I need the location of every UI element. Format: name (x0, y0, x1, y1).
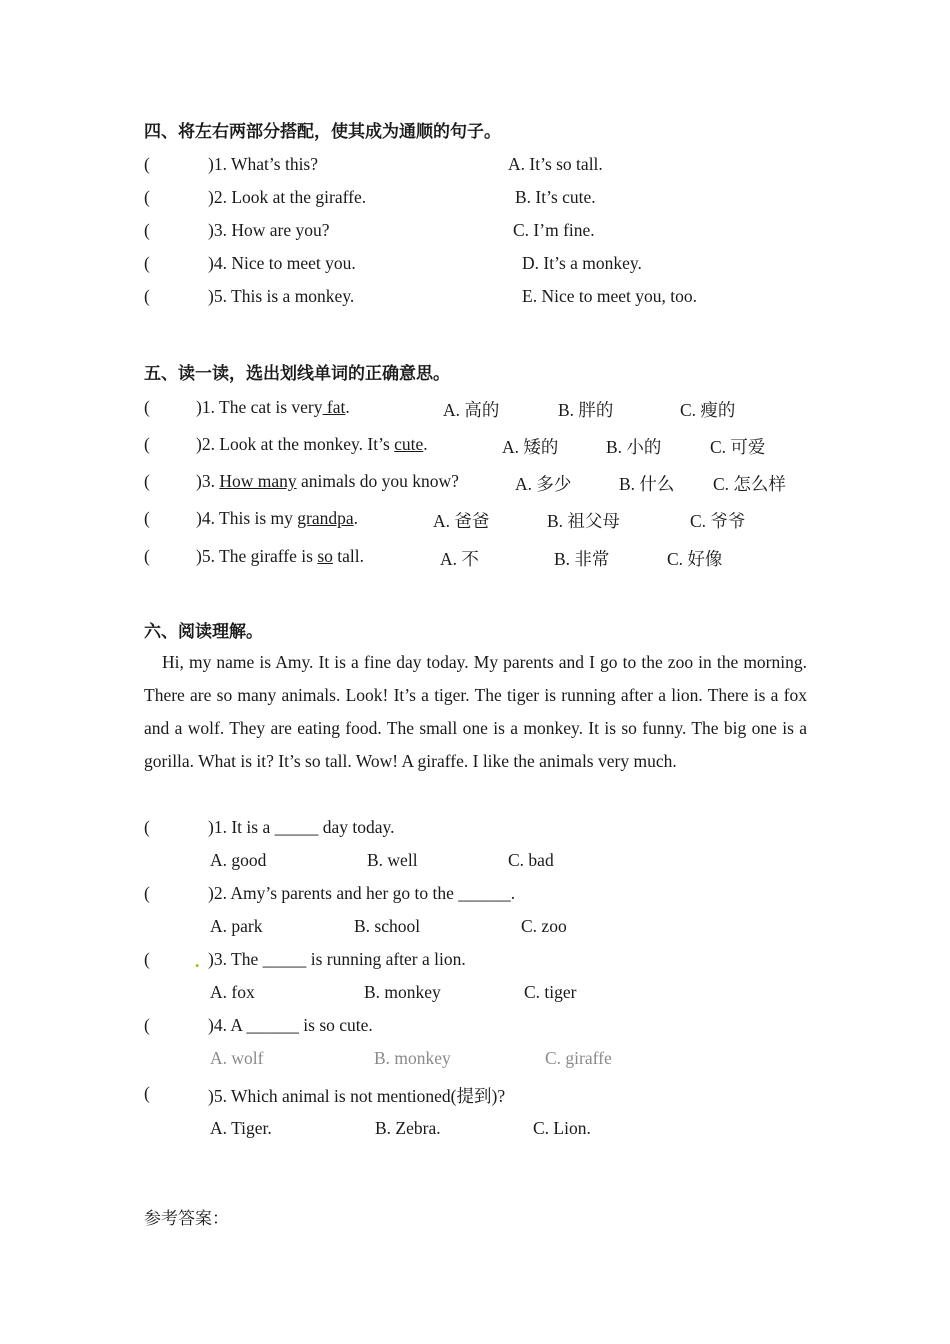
section4-title (144, 117, 501, 142)
vocab-pre: )2. Look at the monkey. It’s (196, 434, 395, 454)
match-answer: B. It’s cute. (515, 187, 596, 207)
reading-question: )4. A ______ is so cute. (208, 1015, 373, 1035)
paren-open: ( (144, 508, 150, 528)
paren-open: ( (144, 187, 150, 207)
match-answer: A. It’s so tall. (508, 154, 603, 174)
vocab-question (196, 546, 364, 567)
paren-open: ( (144, 883, 150, 903)
underlined-word: fat (322, 397, 346, 417)
match-answer: C. I’m fine. (513, 220, 595, 240)
paren-open: ( (144, 471, 150, 491)
option-b: B. 胖的 (558, 400, 614, 420)
option-c: C. tiger (524, 982, 577, 1002)
vocab-pre: )3. (196, 471, 220, 491)
option-b: B. 什么 (619, 474, 675, 494)
section4-title-end: 。 (484, 122, 501, 142)
option-c: C. bad (508, 850, 554, 870)
paren-open: ( (144, 546, 150, 566)
vocab-post: . (353, 508, 359, 528)
vocab-question (196, 397, 350, 418)
option-a: A. 高的 (443, 400, 500, 420)
option-c: C. zoo (521, 916, 567, 936)
option-a: A. 矮的 (502, 437, 559, 457)
reading-question: )3. The _____ is running after a lion. (208, 949, 466, 969)
paren-open: ( (144, 949, 150, 969)
option-b: B. 祖父母 (547, 511, 620, 531)
vocab-pre: )4. This is my (196, 508, 298, 528)
paren-open: ( (144, 1015, 150, 1035)
option-b: B. well (367, 850, 418, 870)
paren-open: ( (144, 154, 150, 174)
match-question: )3. How are you? (208, 220, 330, 240)
section6-title: 六、阅读理解。 (144, 622, 263, 642)
match-question: )1. What’s this? (208, 154, 319, 174)
option-b: B. monkey (364, 982, 441, 1002)
option-a: A. 多少 (515, 474, 572, 494)
option-a: A. wolf (210, 1048, 264, 1068)
vocab-post: animals do you know? (296, 471, 459, 491)
option-b: B. 非常 (554, 549, 610, 569)
green-dot: . (195, 951, 200, 971)
option-a: A. fox (210, 982, 255, 1002)
paren-open: ( (144, 817, 150, 837)
match-question: )2. Look at the giraffe. (208, 187, 367, 207)
match-answer: E. Nice to meet you, too. (522, 286, 697, 306)
paren-open: ( (144, 1083, 150, 1103)
reading-question: )1. It is a _____ day today. (208, 817, 395, 837)
reading-passage: Hi, my name is Amy. It is a fine day today. My parents and I go to the zoo in the morning. There are so many animals. Look! It’s a tiger. The tiger is running after a lion. There is a fox and a wolf. They are eating food. The small one is a monkey. It is so funny. The big one is a gorilla. What is it? It’s so tall. Wow! A giraffe. I like the animals very much. (144, 652, 807, 771)
paren-open: ( (144, 434, 150, 454)
paren-open: ( (144, 253, 150, 273)
option-c: C. giraffe (545, 1048, 612, 1068)
option-a: A. park (210, 916, 263, 936)
match-answer: D. It’s a monkey. (522, 253, 642, 273)
vocab-post: . (423, 434, 428, 454)
underlined-word: How many (219, 471, 297, 491)
vocab-question (196, 471, 459, 492)
match-question: )4. Nice to meet you. (208, 253, 356, 273)
vocab-pre: )5. The giraffe is (196, 546, 318, 566)
option-c: C. 可爱 (710, 437, 766, 457)
option-c: C. 好像 (667, 549, 723, 569)
option-c: C. 怎么样 (713, 474, 786, 494)
option-c: C. 瘦的 (680, 400, 736, 420)
option-b: B. Zebra. (375, 1118, 441, 1138)
option-a: A. good (210, 850, 267, 870)
reading-question: )2. Amy’s parents and her go to the ______. (208, 883, 516, 903)
option-c: C. 爷爷 (690, 511, 746, 531)
answers-title: 参考答案： (144, 1209, 229, 1229)
paren-open: ( (144, 220, 150, 240)
paren-open: ( (144, 286, 150, 306)
vocab-question (196, 434, 428, 455)
vocab-post: . (345, 397, 350, 417)
vocab-post: tall. (332, 546, 365, 566)
paren-open: ( (144, 397, 150, 417)
option-b: B. 小的 (606, 437, 662, 457)
underlined-word: cute (394, 434, 424, 454)
option-b: B. school (354, 916, 421, 936)
option-b: B. monkey (374, 1048, 451, 1068)
underlined-word: so (317, 546, 333, 566)
option-a: A. 爸爸 (433, 511, 490, 531)
vocab-pre: )1. The cat is very (196, 397, 323, 417)
reading-question: )5. Which animal is not mentioned(提到)? (208, 1086, 506, 1106)
vocab-question (196, 508, 358, 529)
section4-title-text: 四、将左右两部分搭配，使其成为通顺的句子 (144, 122, 484, 142)
section5-title: 五、读一读，选出划线单词的正确意思。 (144, 364, 450, 384)
option-c: C. Lion. (533, 1118, 591, 1138)
option-a: A. 不 (440, 549, 479, 569)
underlined-word: grandpa (297, 508, 354, 528)
match-question: )5. This is a monkey. (208, 286, 355, 306)
option-a: A. Tiger. (210, 1118, 272, 1138)
